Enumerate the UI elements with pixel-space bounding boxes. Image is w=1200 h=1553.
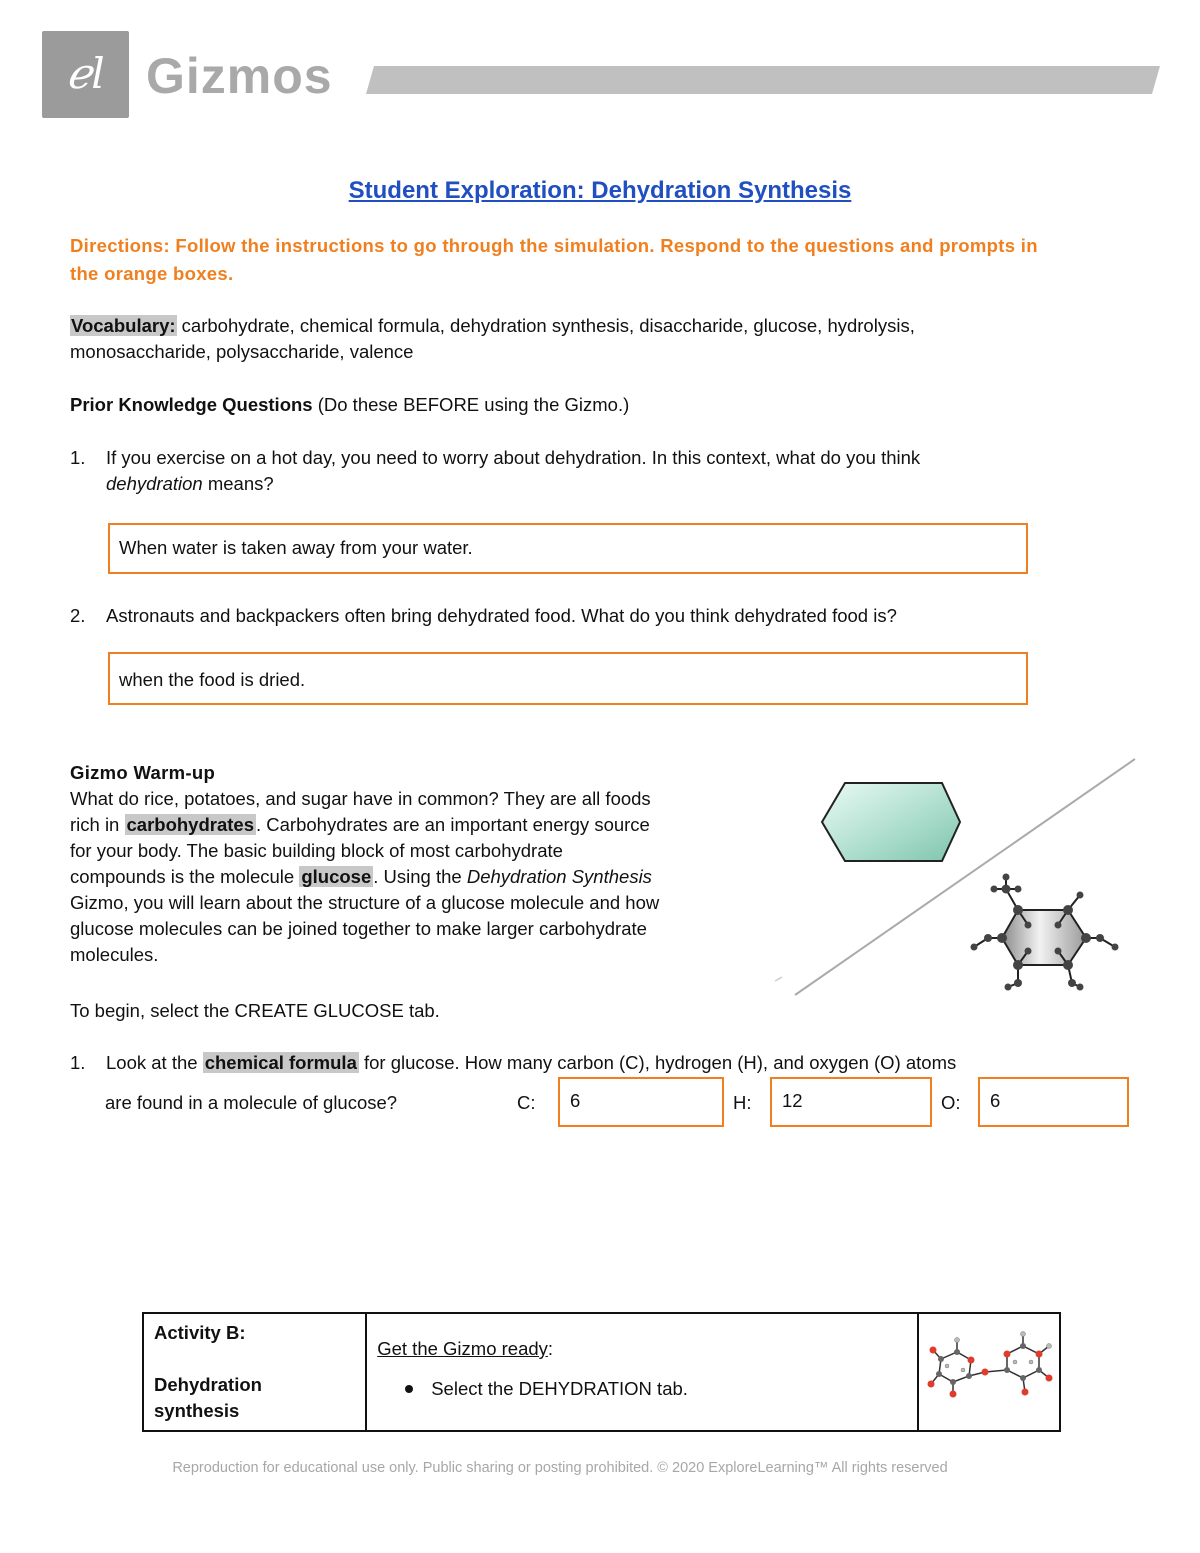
activity-instructions-cell [366,1313,918,1431]
warmup-line: Gizmo, you will learn about the structure of a glucose molecule and how [70,892,660,913]
disaccharide-molecule-icon [919,1314,1059,1418]
warmup-text: compounds is the molecule [70,866,300,887]
term-carbohydrates: carbohydrates [126,814,254,835]
activity-label-cell [143,1313,366,1431]
question-text: Astronauts and backpackers often bring dehydrated food. What do you think dehydrated food is? [106,605,897,626]
prior-heading-text: Prior Knowledge Questions [70,394,313,415]
question-number: 1. [70,447,86,468]
question-text: Look at the [106,1052,203,1073]
warmup-text: . Carbohydrates are an important energy source [256,814,650,835]
question-2 [70,603,1150,629]
warmup-line: for your body. The basic building block of most carbohydrate [70,840,563,861]
get-ready-heading: Get the Gizmo ready [377,1338,548,1359]
activity-name-2: synthesis [154,1400,240,1421]
question-1 [70,445,1150,497]
term-glucose: glucose [301,866,372,887]
hydrogen-label: H: [733,1092,752,1113]
bullet-text: Select the DEHYDRATION tab. [431,1378,688,1399]
directions: Directions: Follow the instructions to go through the simulation. Respond to the questions and prompts in the orange boxes. [70,235,1038,284]
carbon-answer-input[interactable]: 6 [558,1077,724,1127]
bullet-icon [405,1385,413,1393]
question-text: for glucose. How many carbon (C), hydrogen (H), and oxygen (O) atoms [358,1052,957,1073]
question-italic-term: dehydration [106,473,203,494]
activity-table [142,1312,1061,1432]
warmup-heading: Gizmo Warm-up [70,762,216,783]
warmup-question-1-line2: are found in a molecule of glucose? [105,1092,398,1113]
hydrogen-answer-input[interactable]: 12 [770,1077,932,1127]
warmup-section [70,760,770,968]
activity-label: Activity B: [154,1322,246,1343]
gizmo-illustration [770,755,1140,1000]
get-ready-colon: : [547,1338,554,1359]
term-chemical-formula: chemical formula [204,1052,357,1073]
brand-name: Gizmos [146,48,333,104]
header-bar [366,66,1160,94]
activity-name: Dehydration [154,1374,262,1395]
answer-box-2[interactable]: when the food is dried. [108,652,1028,705]
warmup-text: rich in [70,814,125,835]
vocabulary-label: Vocabulary: [71,315,176,336]
warmup-line: What do rice, potatoes, and sugar have in common? They are all foods [70,788,651,809]
prior-knowledge-heading [70,392,1130,418]
vocabulary-list-2: monosaccharide, polysaccharide, valence [70,341,414,362]
oxygen-label: O: [941,1092,961,1113]
glucose-molecule-icon [974,877,1115,987]
oxygen-answer-input[interactable]: 6 [978,1077,1129,1127]
activity-image-cell [918,1313,1060,1431]
question-text: If you exercise on a hot day, you need to worry about dehydration. In this context, what do you think [106,447,921,468]
to-begin: To begin, select the CREATE GLUCOSE tab. [70,1000,440,1021]
answer-box-1[interactable]: When water is taken away from your water. [108,523,1028,574]
question-number: 1. [70,1052,86,1073]
question-number: 2. [70,605,86,626]
gizmos-logo [42,31,129,118]
warmup-question-1 [70,1050,1170,1076]
warmup-text: . Using the [373,866,467,887]
vocabulary-list-1: carbohydrate, chemical formula, dehydration synthesis, disaccharide, glucose, hydrolysis, [176,315,915,336]
vocabulary [70,313,1130,365]
warmup-line: glucose molecules can be joined together to make larger carbohydrate [70,918,647,939]
prior-note: (Do these BEFORE using the Gizmo.) [312,394,630,415]
page-title: Student Exploration: Dehydration Synthesis [348,177,852,204]
warmup-italic-term: Dehydration Synthesis [466,866,652,887]
logo-mark: ℯl [66,49,105,98]
question-text-rest: means? [202,473,274,494]
glucose-hexagon-icon [822,783,960,861]
carbon-label: C: [517,1092,536,1113]
footer-copyright: Reproduction for educational use only. Public sharing or posting prohibited. © 2020 ExploreLearning™ All rights reserved [172,1460,948,1476]
warmup-line: molecules. [70,944,159,965]
